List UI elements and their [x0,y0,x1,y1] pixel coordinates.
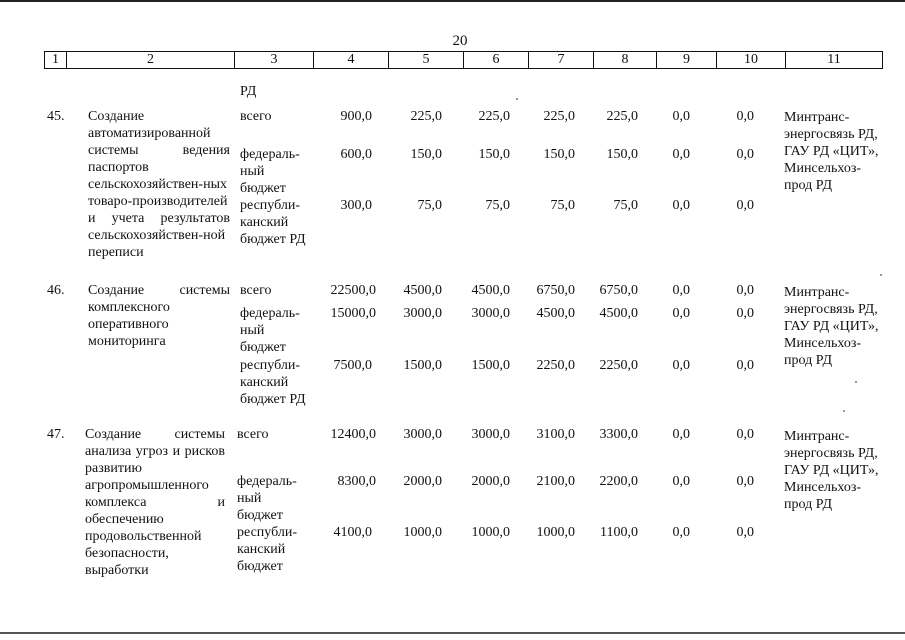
value-year: 1500,0 [471,358,510,373]
value-year: 2100,0 [536,474,575,489]
value-year: 225,0 [543,109,575,124]
value-year: 6750,0 [536,283,575,298]
source-label: республи-канский бюджет РД [240,198,306,247]
value-total: 7500,0 [333,358,372,373]
value-year: 1100,0 [600,525,638,540]
source-label: всего [237,427,269,442]
col-header: 3 [235,52,314,68]
row-number: 45. [47,109,65,124]
scan-speck [843,410,845,412]
value-year: 0,0 [736,474,754,489]
value-year: 0,0 [736,283,754,298]
measure-name: Создание системы анализа угроз и рисков развитию агропромышленного комплекса и обеспечению продовольственной безопасности, выработки [85,427,225,578]
value-total: 900,0 [340,109,372,124]
value-year: 225,0 [606,109,638,124]
value-year: 0,0 [736,427,754,442]
value-year: 2200,0 [599,474,638,489]
scan-speck [855,381,857,383]
value-year: 3300,0 [599,427,638,442]
source-label: федераль-ный бюджет [240,306,300,355]
value-total: 600,0 [340,147,372,162]
value-year: 150,0 [543,147,575,162]
source-label: федераль-ный бюджет [237,474,297,523]
value-year: 150,0 [478,147,510,162]
value-year: 0,0 [736,109,754,124]
measure-name: Создание автоматизированной системы ведения паспортов сельскохозяйствен-ных товаро-производителей и учета результатов сельскохозяйствен-ной переписи [88,109,230,260]
source-label: федераль-ный бюджет [240,147,300,196]
value-year: 0,0 [672,198,690,213]
col-header: 6 [464,52,529,68]
carryover-label: РД [240,84,257,99]
source-label: республи-канский бюджет [237,525,297,574]
value-year: 150,0 [606,147,638,162]
value-year: 150,0 [410,147,442,162]
col-header: 2 [67,52,235,68]
col-header: 5 [389,52,464,68]
executors: Минтранс-энергосвязь РД, ГАУ РД «ЦИТ», Минсельхоз-прод РД [784,285,879,368]
executors: Минтранс-энергосвязь РД, ГАУ РД «ЦИТ», Минсельхоз-прод РД [784,110,879,193]
executors: Минтранс-энергосвязь РД, ГАУ РД «ЦИТ», Минсельхоз-прод РД [784,429,879,512]
value-year: 75,0 [485,198,510,213]
value-year: 1000,0 [403,525,442,540]
value-year: 0,0 [672,109,690,124]
value-year: 2250,0 [536,358,575,373]
col-header: 9 [657,52,717,68]
scan-speck [880,274,882,276]
value-total: 12400,0 [330,427,376,442]
value-year: 0,0 [736,306,754,321]
value-year: 4500,0 [536,306,575,321]
col-header: 1 [45,52,67,68]
col-header: 10 [717,52,786,68]
value-year: 3000,0 [403,306,442,321]
value-year: 0,0 [672,427,690,442]
value-year: 4500,0 [403,283,442,298]
value-year: 0,0 [736,198,754,213]
value-year: 1500,0 [403,358,442,373]
value-year: 0,0 [736,147,754,162]
column-header-row [44,51,883,69]
value-year: 0,0 [672,474,690,489]
value-year: 75,0 [550,198,575,213]
value-total: 15000,0 [330,306,376,321]
value-total: 22500,0 [330,283,376,298]
value-year: 2000,0 [403,474,442,489]
row-number: 47. [47,427,65,442]
value-year: 3100,0 [536,427,575,442]
value-year: 0,0 [672,525,690,540]
value-total: 4100,0 [333,525,372,540]
value-year: 0,0 [736,525,754,540]
value-year: 3000,0 [471,306,510,321]
value-year: 75,0 [613,198,638,213]
value-year: 0,0 [672,306,690,321]
source-label: всего [240,109,272,124]
value-year: 2000,0 [471,474,510,489]
value-total: 8300,0 [337,474,376,489]
measure-name: Создание системы комплексного оперативного мониторинга [88,283,230,349]
value-year: 1000,0 [471,525,510,540]
value-year: 225,0 [478,109,510,124]
col-header: 11 [827,52,841,67]
col-header: 8 [594,52,657,68]
scan-top-edge [0,0,905,2]
scan-bottom-edge [0,632,905,634]
value-year: 4500,0 [471,283,510,298]
row-number: 46. [47,283,65,298]
value-year: 0,0 [672,283,690,298]
value-year: 4500,0 [599,306,638,321]
source-label: республи-канский бюджет РД [240,358,306,407]
value-year: 3000,0 [471,427,510,442]
source-label: всего [240,283,272,298]
col-header: 4 [314,52,389,68]
value-year: 1000,0 [536,525,575,540]
value-year: 75,0 [417,198,442,213]
value-year: 225,0 [410,109,442,124]
scan-speck [516,98,518,100]
value-year: 0,0 [736,358,754,373]
value-year: 3000,0 [403,427,442,442]
page-number: 20 [452,33,468,49]
col-header: 7 [529,52,594,68]
value-year: 2250,0 [599,358,638,373]
value-year: 0,0 [672,147,690,162]
value-year: 6750,0 [599,283,638,298]
value-total: 300,0 [340,198,372,213]
value-year: 0,0 [672,358,690,373]
